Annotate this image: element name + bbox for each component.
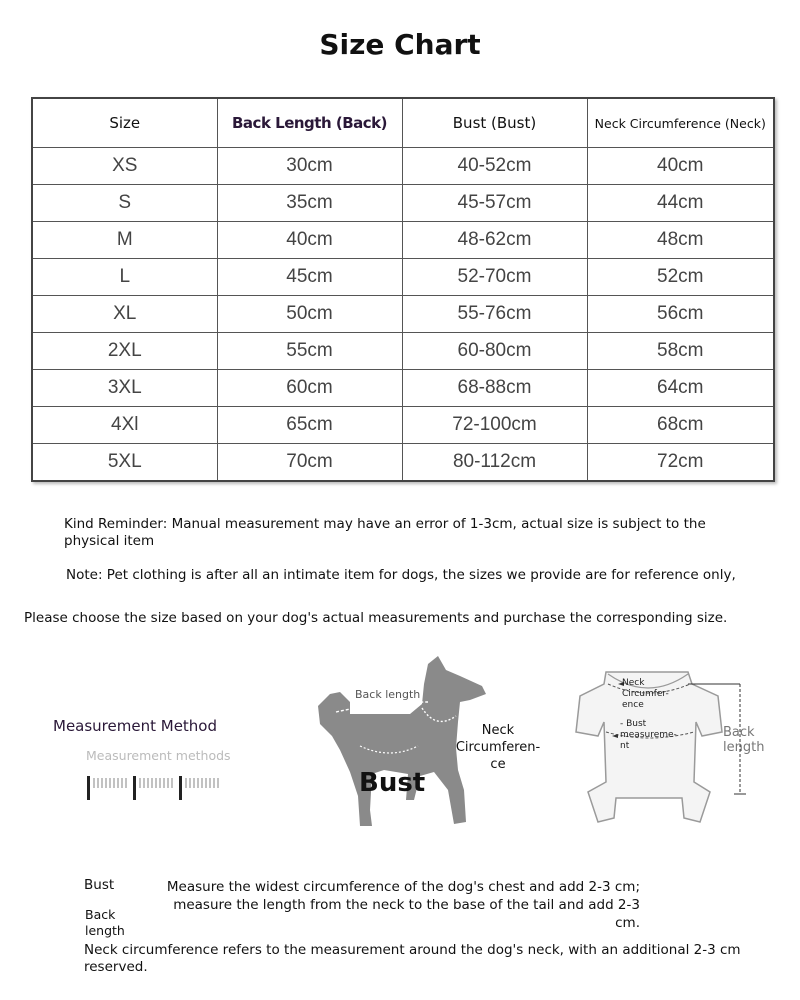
table-row [32, 259, 774, 296]
header-neck: Neck Circumference (Neck) [587, 98, 774, 148]
shirt-neck-label: Neck Circumfer-ence [622, 678, 669, 710]
table-cell: 52-70cm [402, 259, 587, 296]
table-row [32, 148, 774, 185]
shirt-bust-label: - Bust measureme-nt [620, 719, 677, 751]
choose-size-note: Please choose the size based on your dog's actual measurements and purchase the corresponding size. [24, 610, 728, 626]
table-cell: 40cm [217, 222, 402, 259]
kind-reminder: Kind Reminder: Manual measurement may have an error of 1-3cm, actual size is subject to the physical item [64, 516, 706, 549]
table-row [32, 222, 774, 259]
measurement-method-subtitle: Measurement methods [86, 748, 231, 763]
table-cell: XS [32, 148, 217, 185]
table-cell: 45-57cm [402, 185, 587, 222]
size-table [31, 97, 775, 482]
table-row [32, 333, 774, 370]
table-cell: S [32, 185, 217, 222]
table-cell: 72cm [587, 444, 774, 482]
table-cell: 30cm [217, 148, 402, 185]
table-cell: 55cm [217, 333, 402, 370]
dog-bust-label: Bust [359, 768, 426, 798]
table-cell: M [32, 222, 217, 259]
ruler-icon [84, 770, 229, 804]
table-cell: 60cm [217, 370, 402, 407]
header-back-length: Back Length (Back) [217, 98, 402, 148]
table-cell: 50cm [217, 296, 402, 333]
table-cell: 48cm [587, 222, 774, 259]
table-cell: 35cm [217, 185, 402, 222]
table-row [32, 407, 774, 444]
measurement-method-title: Measurement Method [53, 717, 218, 735]
table-cell: 65cm [217, 407, 402, 444]
back-length-term: Back length [85, 907, 125, 938]
table-cell: 56cm [587, 296, 774, 333]
table-cell: 68cm [587, 407, 774, 444]
table-cell: 55-76cm [402, 296, 587, 333]
table-cell: 72-100cm [402, 407, 587, 444]
table-cell: 64cm [587, 370, 774, 407]
neck-definition: Neck circumference refers to the measurement around the dog's neck, with an additional 2-3 cm reserved. [84, 942, 741, 975]
table-cell: 52cm [587, 259, 774, 296]
table-row [32, 296, 774, 333]
bust-term: Bust [84, 877, 115, 893]
table-cell: 60-80cm [402, 333, 587, 370]
table-cell: 40cm [587, 148, 774, 185]
table-cell: 45cm [217, 259, 402, 296]
table-cell: 58cm [587, 333, 774, 370]
table-cell: 3XL [32, 370, 217, 407]
header-size: Size [32, 98, 217, 148]
table-header-row [32, 98, 774, 148]
dog-neck-label: Neck Circumferen-ce [455, 723, 541, 772]
table-cell: 48-62cm [402, 222, 587, 259]
table-cell: 80-112cm [402, 444, 587, 482]
table-cell: 4Xl [32, 407, 217, 444]
dog-back-length-label: Back length [355, 688, 421, 701]
table-cell: 5XL [32, 444, 217, 482]
shirt-back-length-label: Back length [723, 725, 765, 755]
bust-definition: Measure the widest circumference of the dog's chest and add 2-3 cm; [166, 879, 640, 895]
table-cell: 44cm [587, 185, 774, 222]
table-cell: 2XL [32, 333, 217, 370]
reference-note: Note: Pet clothing is after all an intimate item for dogs, the sizes we provide are for reference only, [66, 567, 736, 583]
table-cell: XL [32, 296, 217, 333]
back-length-definition: measure the length from the neck to the base of the tail and add 2-3 cm. [173, 897, 640, 931]
header-bust: Bust (Bust) [402, 98, 587, 148]
table-cell: 68-88cm [402, 370, 587, 407]
table-cell: 40-52cm [402, 148, 587, 185]
page-title: Size Chart [319, 28, 481, 61]
table-row [32, 370, 774, 407]
table-cell: L [32, 259, 217, 296]
table-row [32, 444, 774, 482]
table-cell: 70cm [217, 444, 402, 482]
table-row [32, 185, 774, 222]
